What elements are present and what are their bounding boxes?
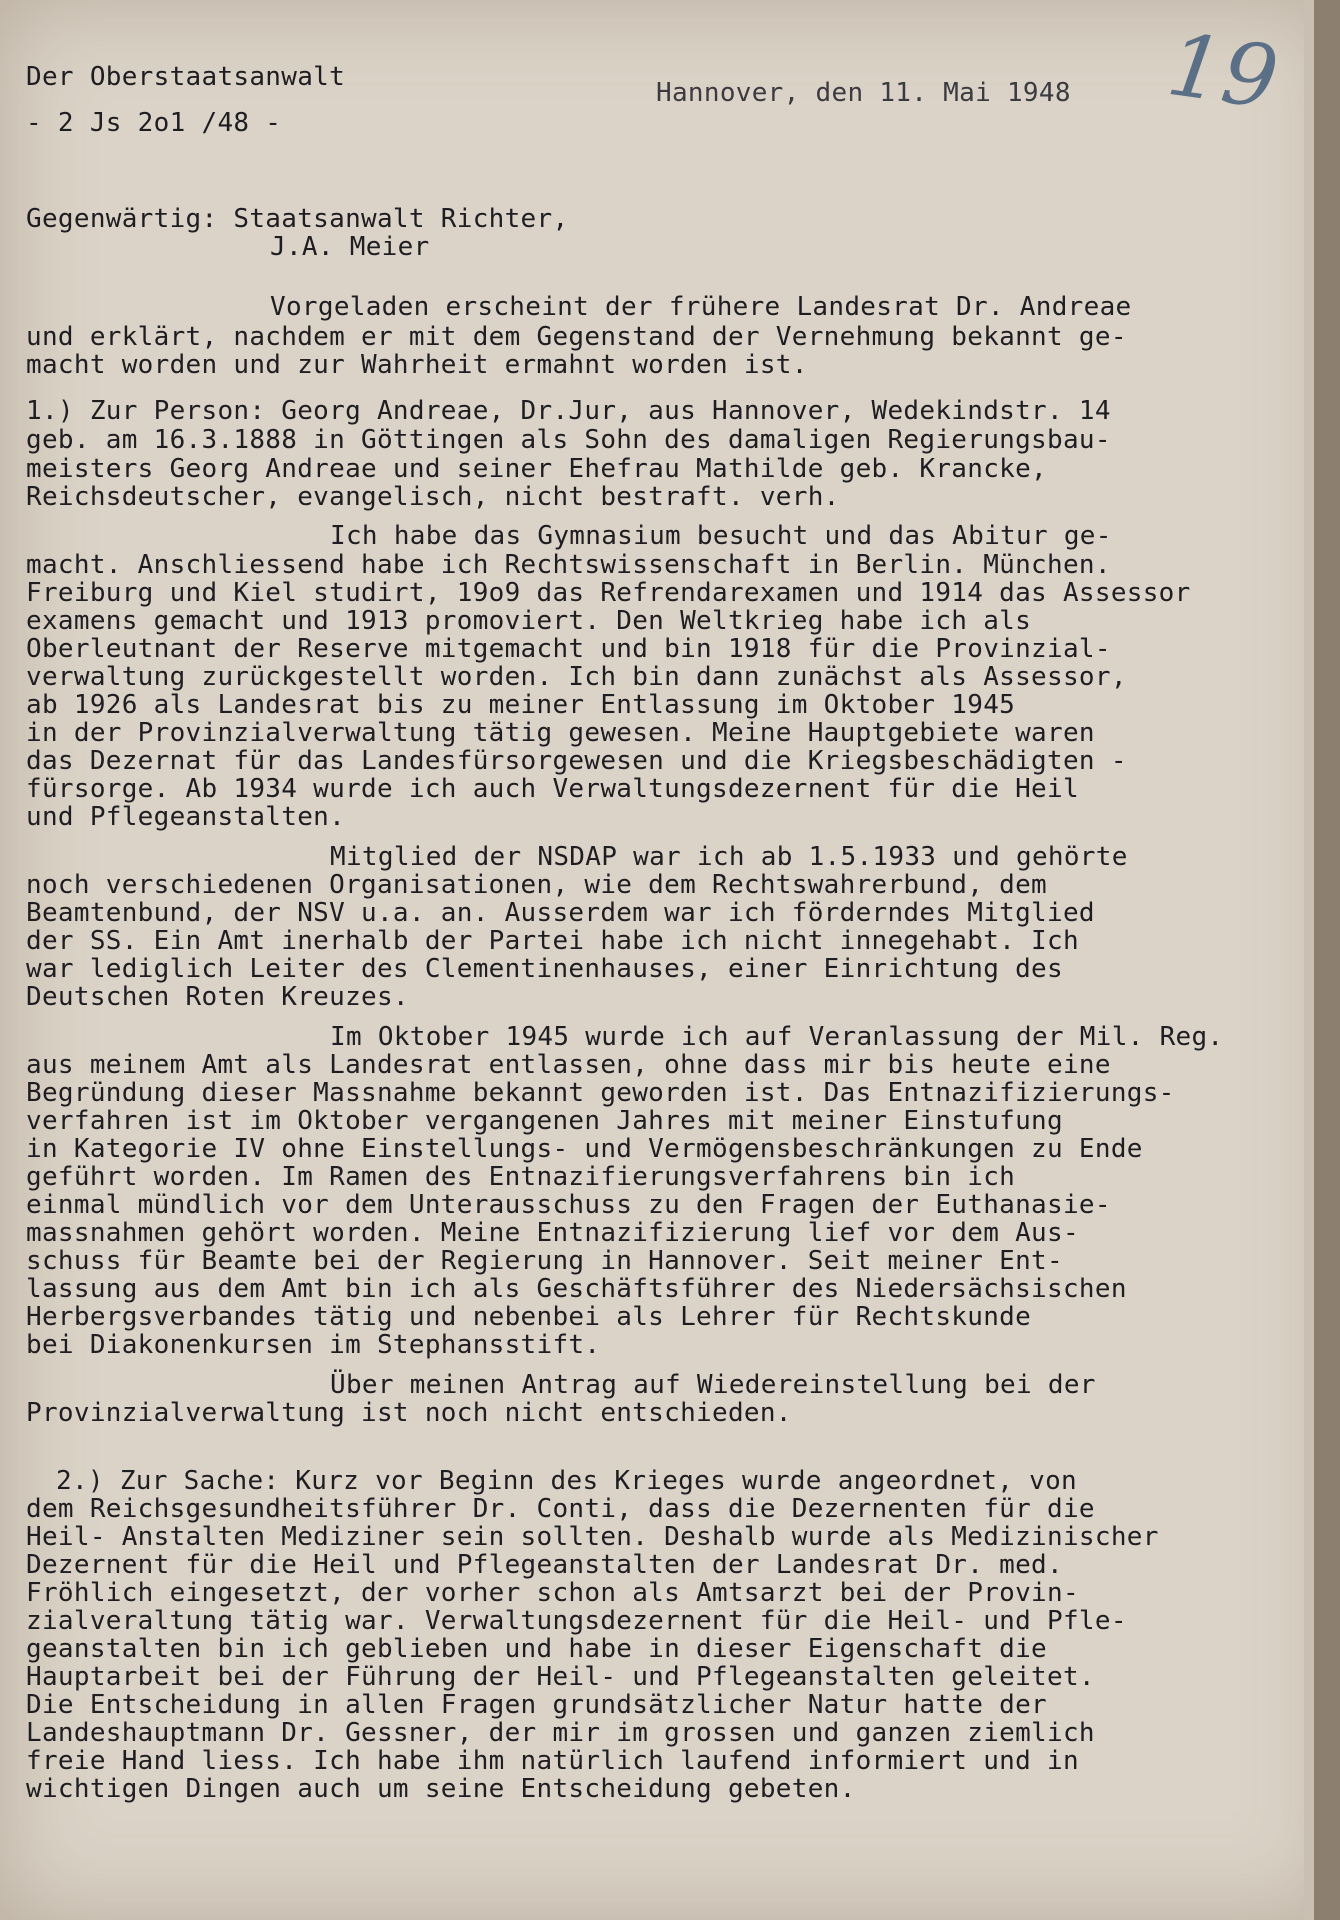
statement-line: aus meinem Amt als Landesrat entlassen, ohne dass mir bis heute eine: [26, 1050, 1111, 1080]
statement-line: das Dezernat für das Landesfürsorgewesen und die Kriegsbeschädigten -: [26, 746, 1127, 776]
header-authority: Der Oberstaatsanwalt: [26, 62, 346, 92]
statement-line: Dezernent für die Heil und Pflegeanstalten der Landesrat Dr. med.: [26, 1550, 1063, 1580]
statement-line: Fröhlich eingesetzt, der vorher schon als Amtsarzt bei der Provin-: [26, 1578, 1079, 1608]
statement-line: Heil- Anstalten Mediziner sein sollten. Deshalb wurde als Medizinischer: [26, 1522, 1159, 1552]
statement-line: 2.) Zur Sache: Kurz vor Beginn des Krieges wurde angeordnet, von: [56, 1466, 1078, 1496]
statement-line: freie Hand liess. Ich habe ihm natürlich laufend informiert und in: [26, 1746, 1079, 1776]
header-file-number: - 2 Js 2o1 /48 -: [26, 108, 282, 138]
statement-line: Hauptarbeit bei der Führung der Heil- und Pflegeanstalten geleitet.: [26, 1662, 1095, 1692]
statement-line: Oberleutnant der Reserve mitgemacht und bin 1918 für die Provinzial-: [26, 634, 1111, 664]
present-line-1: Gegenwärtig: Staatsanwalt Richter,: [26, 204, 569, 234]
statement-line: Im Oktober 1945 wurde ich auf Veranlassung der Mil. Reg.: [330, 1022, 1224, 1052]
statement-line: noch verschiedenen Organisationen, wie dem Rechtswahrerbund, dem: [26, 870, 1048, 900]
present-line-2: J.A. Meier: [270, 232, 430, 262]
statement-line: geführt worden. Im Ramen des Entnazifierungsverfahrens bin ich: [26, 1162, 1016, 1192]
statement-line: macht. Anschliessend habe ich Rechtswissenschaft in Berlin. München.: [26, 550, 1111, 580]
statement-line: 1.) Zur Person: Georg Andreae, Dr.Jur, aus Hannover, Wedekindstr. 14: [26, 396, 1111, 426]
statement-line: fürsorge. Ab 1934 wurde ich auch Verwaltungsdezernent für die Heil: [26, 774, 1079, 804]
statement-line: Die Entscheidung in allen Fragen grundsätzlicher Natur hatte der: [26, 1690, 1048, 1720]
statement-line: Über meinen Antrag auf Wiedereinstellung bei der: [330, 1370, 1096, 1400]
statement-line: verfahren ist im Oktober vergangenen Jahres mit meiner Einstufung: [26, 1106, 1063, 1136]
statement-line: schuss für Beamte bei der Regierung in Hannover. Seit meiner Ent-: [26, 1246, 1063, 1276]
statement-line: ab 1926 als Landesrat bis zu meiner Entlassung im Oktober 1945: [26, 690, 1016, 720]
statement-line: wichtigen Dingen auch um seine Entscheidung gebeten.: [26, 1774, 856, 1804]
statement-line: dem Reichsgesundheitsführer Dr. Conti, dass die Dezernenten für die: [26, 1494, 1095, 1524]
statement-line: einmal mündlich vor dem Unterausschuss zu den Fragen der Euthanasie-: [26, 1190, 1111, 1220]
statement-line: Begründung dieser Massnahme bekannt geworden ist. Das Entnazifizierungs-: [26, 1078, 1175, 1108]
statement-line: war lediglich Leiter des Clementinenhauses, einer Einrichtung des: [26, 954, 1063, 984]
statement-line: der SS. Ein Amt inerhalb der Partei habe ich nicht innegehabt. Ich: [26, 926, 1079, 956]
statement-line: Vorgeladen erscheint der frühere Landesrat Dr. Andreae: [270, 292, 1132, 322]
statement-line: in Kategorie IV ohne Einstellungs- und Vermögensbeschränkungen zu Ende: [26, 1134, 1143, 1164]
statement-line: geb. am 16.3.1888 in Göttingen als Sohn des damaligen Regierungsbau-: [26, 425, 1111, 455]
statement-line: lassung aus dem Amt bin ich als Geschäftsführer des Niedersächsischen: [26, 1274, 1127, 1304]
statement-line: bei Diakonenkursen im Stephansstift.: [26, 1330, 601, 1360]
statement-line: verwaltung zurückgestellt worden. Ich bin dann zunächst als Assessor,: [26, 662, 1127, 692]
page-edge-shadow: [1314, 0, 1340, 1920]
statement-line: zialveraltung tätig war. Verwaltungsdezernent für die Heil- und Pfle-: [26, 1606, 1127, 1636]
statement-line: Provinzialverwaltung ist noch nicht entschieden.: [26, 1398, 792, 1428]
statement-line: examens gemacht und 1913 promoviert. Den Weltkrieg habe ich als: [26, 606, 1032, 636]
statement-line: Mitglied der NSDAP war ich ab 1.5.1933 und gehörte: [330, 842, 1128, 872]
statement-line: Ich habe das Gymnasium besucht und das Abitur ge-: [330, 521, 1112, 551]
statement-line: macht worden und zur Wahrheit ermahnt worden ist.: [26, 350, 808, 380]
statement-line: massnahmen gehört worden. Meine Entnazifizierung lief vor dem Aus-: [26, 1218, 1079, 1248]
statement-line: und Pflegeanstalten.: [26, 802, 346, 832]
header-place-date: Hannover, den 11. Mai 1948: [656, 78, 1071, 108]
folio-number: 19: [1161, 14, 1284, 130]
statement-line: Landeshauptmann Dr. Gessner, der mir im grossen und ganzen ziemlich: [26, 1718, 1095, 1748]
statement-line: und erklärt, nachdem er mit dem Gegenstand der Vernehmung bekannt ge-: [26, 322, 1127, 352]
statement-line: Deutschen Roten Kreuzes.: [26, 982, 409, 1012]
statement-line: Herbergsverbandes tätig und nebenbei als Lehrer für Rechtskunde: [26, 1302, 1032, 1332]
statement-line: Freiburg und Kiel studirt, 19o9 das Refrendarexamen und 1914 das Assessor: [26, 578, 1191, 608]
statement-line: geanstalten bin ich geblieben und habe in dieser Eigenschaft die: [26, 1634, 1048, 1664]
statement-line: Reichsdeutscher, evangelisch, nicht bestraft. verh.: [26, 482, 840, 512]
statement-line: meisters Georg Andreae und seiner Ehefrau Mathilde geb. Krancke,: [26, 454, 1048, 484]
statement-line: in der Provinzialverwaltung tätig gewesen. Meine Hauptgebiete waren: [26, 718, 1095, 748]
page-edge-highlight: [1304, 0, 1314, 1920]
statement-line: Beamtenbund, der NSV u.a. an. Ausserdem war ich förderndes Mitglied: [26, 898, 1095, 928]
